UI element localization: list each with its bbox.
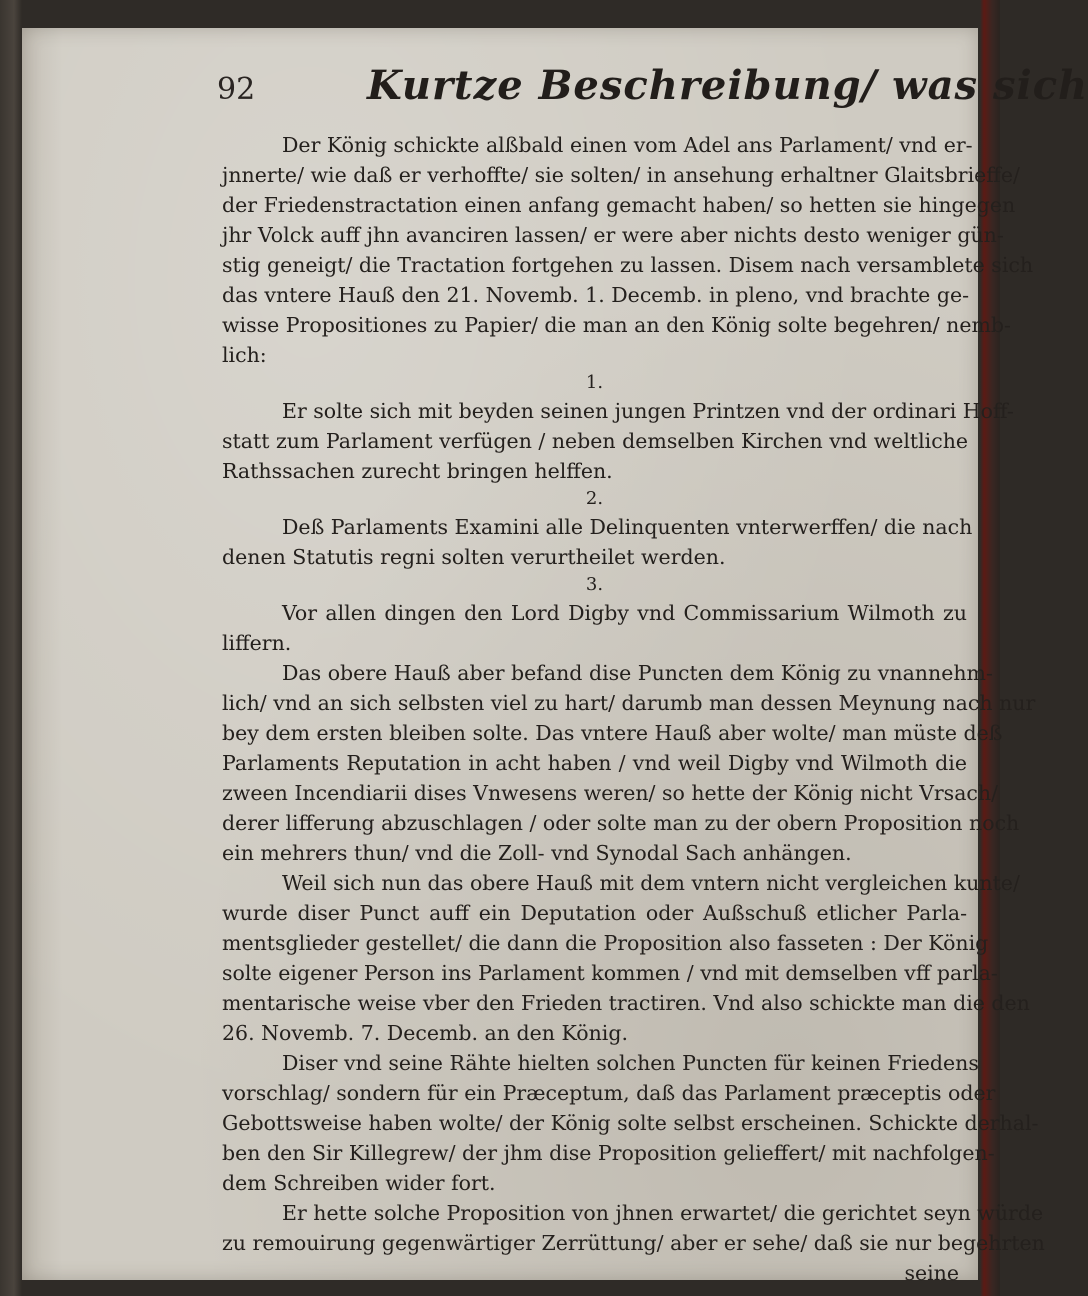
text-line: Vor allen dingen den Lord Digby vnd Commissarium Wilmoth zu [282, 601, 967, 625]
text-line: derer lifferung abzuschlagen / oder solte man zu der obern Proposition noch [222, 811, 1020, 835]
text-line: wisse Propositiones zu Papier/ die man an den König solte begehren/ nemb- [222, 313, 1011, 337]
page-header [217, 62, 1088, 122]
text-line: statt zum Parlament verfügen / neben demselben Kirchen vnd weltliche [222, 429, 969, 453]
text-line: zu remouirung gegenwärtiger Zerrüttung/ aber er sehe/ daß sie nur begehrten [222, 1231, 1045, 1255]
text-line: Er hette solche Proposition von jhnen erwartet/ die gerichtet seyn würde [282, 1201, 1044, 1225]
text-line: mentsglieder gestellet/ die dann die Proposition also fasseten : Der König [222, 931, 989, 955]
page-number: 92 [217, 72, 256, 107]
text-line: Der König schickte alßbald einen vom Adel ans Parlament/ vnd er- [282, 133, 973, 157]
text-line: Gebottsweise haben wolte/ der König solte selbst erscheinen. Schickte derhal- [222, 1111, 1039, 1135]
section-number: 3. [585, 574, 604, 595]
text-line: Er solte sich mit beyden seinen jungen Printzen vnd der ordinari Hoff- [282, 399, 1014, 423]
text-line: liffern. [222, 631, 292, 655]
text-line: jhr Volck auff jhn avanciren lassen/ er were aber nichts desto weniger gün- [222, 223, 1004, 247]
text-line: Weil sich nun das obere Hauß mit dem vntern nicht vergleichen kunte/ [282, 871, 1020, 895]
book-page [22, 28, 1088, 1285]
text-line: solte eigener Person ins Parlament kommen / vnd mit demselben vff parla- [222, 961, 998, 985]
running-title: Kurtze Beschreibung/ was sich [367, 62, 1088, 109]
text-line: bey dem ersten bleiben solte. Das vntere Hauß aber wolte/ man müste deß [222, 721, 1003, 745]
text-line: mentarische weise vber den Frieden tractiren. Vnd also schickte man die den [222, 991, 1030, 1015]
text-line: stig geneigt/ die Tractation fortgehen zu lassen. Disem nach versamblete sich [222, 253, 1034, 277]
section-number: 1. [585, 372, 604, 393]
text-line: jnnerte/ wie daß er verhoffte/ sie solten/ in ansehung erhaltner Glaitsbrieffe/ [222, 163, 1020, 187]
catchword: seine [904, 1261, 959, 1285]
text-line: dem Schreiben wider fort. [222, 1171, 496, 1195]
text-line: 26. Novemb. 7. Decemb. an den König. [222, 1021, 628, 1045]
text-line: Deß Parlaments Examini alle Delinquenten vnterwerffen/ die nach [282, 515, 973, 539]
text-line: Parlaments Reputation in acht haben / vnd weil Digby vnd Wilmoth die [222, 751, 967, 775]
body-text [222, 130, 1045, 1288]
text-line: lich: [222, 343, 267, 367]
text-line: Rathssachen zurecht bringen helffen. [222, 459, 613, 483]
text-line: Das obere Hauß aber befand dise Puncten dem König zu vnannehm- [282, 661, 993, 685]
text-line: vorschlag/ sondern für ein Præceptum, daß das Parlament præceptis oder [222, 1081, 996, 1105]
text-line: zween Incendiarii dises Vnwesens weren/ so hette der König nicht Vrsach/ [222, 781, 999, 805]
text-line: ben den Sir Killegrew/ der jhm dise Proposition gelieffert/ mit nachfolgen- [222, 1141, 995, 1165]
text-line: das vntere Hauß den 21. Novemb. 1. Decemb. in pleno, vnd brachte ge- [222, 283, 970, 307]
text-line: ein mehrers thun/ vnd die Zoll- vnd Synodal Sach anhängen. [222, 841, 852, 865]
section-number: 2. [585, 488, 604, 509]
text-line: denen Statutis regni solten verurtheilet werden. [222, 545, 726, 569]
text-line: Diser vnd seine Rähte hielten solchen Puncten für keinen Friedens [282, 1051, 979, 1075]
text-line: wurde diser Punct auff ein Deputation oder Außschuß etlicher Parla- [222, 901, 967, 925]
text-line: der Friedenstractation einen anfang gemacht haben/ so hetten sie hingegen [222, 193, 1016, 217]
text-line: lich/ vnd an sich selbsten viel zu hart/ darumb man dessen Meynung nach nur [222, 691, 1036, 715]
